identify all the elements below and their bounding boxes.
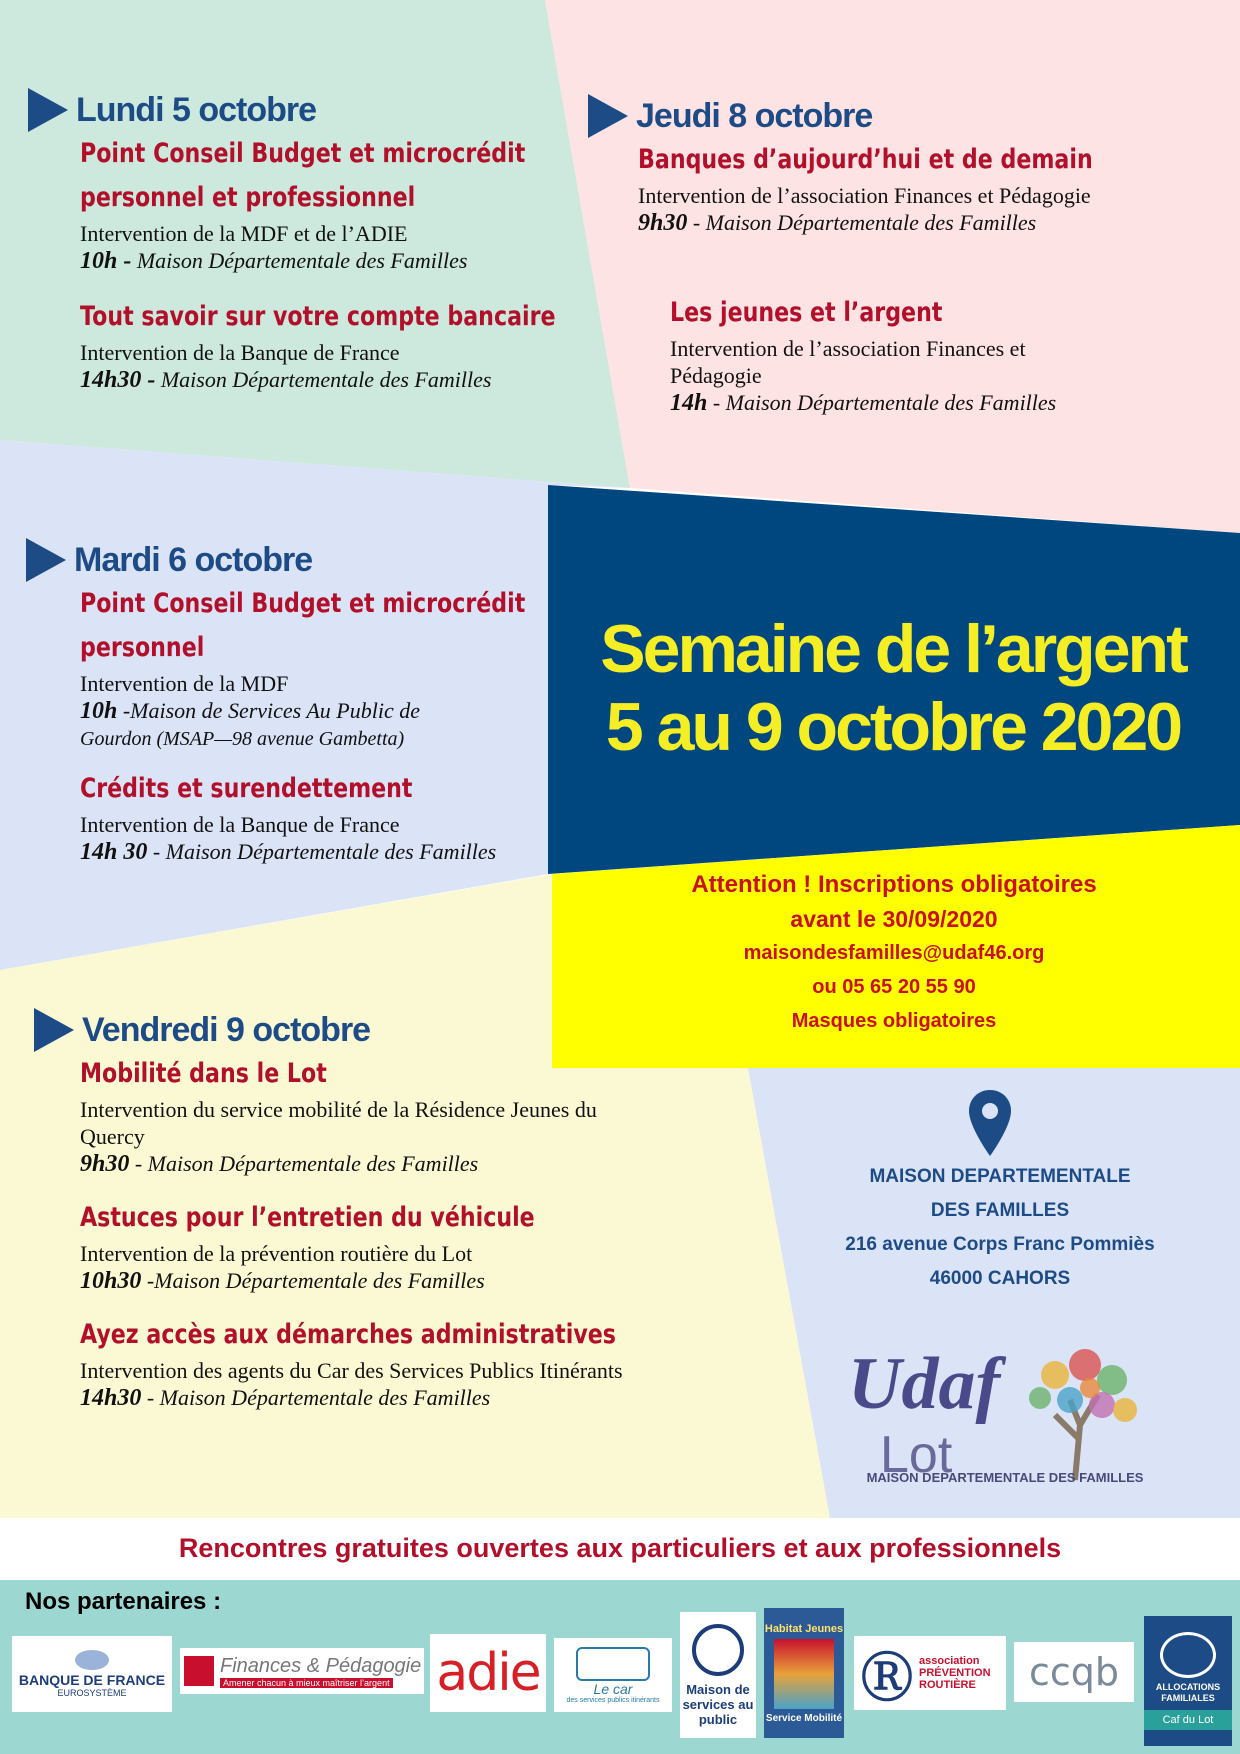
logo-text: Habitat Jeunes: [764, 1622, 844, 1635]
event-title: Mobilité dans le Lot: [80, 1058, 327, 1089]
event-title: Les jeunes et l’argent: [670, 297, 943, 328]
day-title: Vendredi 9 octobre: [82, 1010, 371, 1049]
event-time: [80, 838, 623, 866]
contact-email[interactable]: maisondesfamilles@udaf46.org: [743, 942, 1045, 964]
event-hour: 14h30 -: [80, 367, 156, 393]
event-place: - Maison Départementale des Familles: [146, 1385, 491, 1410]
event: [638, 138, 1193, 237]
event-title: Crédits et surendettement: [80, 773, 413, 804]
day-tuesday: [26, 538, 623, 866]
arrow-icon: [26, 538, 66, 582]
event: [80, 1313, 734, 1412]
event-title: Point Conseil Budget et microcrédit: [80, 588, 526, 619]
event-title: Tout savoir sur votre compte bancaire: [80, 301, 556, 332]
logo-ccqb: [1014, 1642, 1134, 1702]
registration-notice: [552, 868, 1236, 1038]
banner-title: Semaine de l’argent: [600, 611, 1186, 687]
event: [80, 1196, 734, 1295]
event-time: [670, 389, 1193, 417]
logo-prevention-routiere: [854, 1636, 1006, 1710]
event-place: Maison Départementale des Familles: [160, 367, 492, 392]
event-desc: Intervention de la MDF: [80, 671, 289, 696]
logo-text: Finances & Pédagogie: [220, 1654, 422, 1677]
event-desc: Intervention de l’association Finances et: [670, 336, 1026, 361]
address-line: 46000 CAHORS: [929, 1268, 1071, 1289]
msap-icon: [692, 1624, 744, 1676]
logo-caf: [1144, 1616, 1232, 1746]
event-time: [80, 366, 660, 394]
udaf-logo: [840, 1330, 1170, 1490]
event-time: [638, 209, 1193, 237]
event-desc: Intervention des agents du Car des Services Publics Itinérants: [80, 1358, 623, 1383]
arrow-icon: [28, 88, 68, 132]
partners-label: Nos partenaires :: [25, 1588, 222, 1615]
event-place: - Maison Départementale des Familles: [134, 1151, 479, 1176]
logo-text: adie: [436, 1643, 540, 1703]
day-title: Mardi 6 octobre: [74, 540, 313, 579]
event-title: Point Conseil Budget et microcrédit: [80, 138, 526, 169]
day-monday: [28, 88, 660, 394]
notice-deadline: avant le 30/09/2020: [790, 906, 998, 932]
address-line: 216 avenue Corps Franc Pommiès: [845, 1234, 1155, 1255]
tagline: Rencontres gratuites ouvertes aux particuliers et aux professionnels: [178, 1533, 1062, 1563]
logo-banque-de-france: [12, 1636, 172, 1712]
event-hour: 14h30: [80, 1385, 142, 1411]
event-place: - Maison Départementale des Familles: [692, 210, 1037, 235]
event-title-cont: personnel et professionnel: [80, 182, 416, 213]
logo-sub: Amener chacun à mieux maîtriser l’argent: [220, 1678, 393, 1688]
day-title: Lundi 5 octobre: [76, 90, 316, 129]
logo-text: Maison de services au public: [682, 1681, 754, 1727]
logo-text: association PRÉVENTION ROUTIÈRE: [919, 1655, 991, 1691]
banner-dates: 5 au 9 octobre 2020: [605, 689, 1181, 765]
venue-address: [760, 1160, 1240, 1296]
day-thursday: [588, 94, 1193, 417]
event-place-cont: Gourdon (MSAP—98 avenue Gambetta): [80, 728, 405, 750]
logo-text: Le car: [593, 1680, 633, 1697]
event-place: - Maison Départementale des Familles: [712, 390, 1057, 415]
habitat-graphic-icon: [774, 1639, 834, 1709]
tree-icon: [1029, 1349, 1137, 1480]
logo-text: BANQUE DE FRANCE: [18, 1672, 166, 1688]
address-line: MAISON DEPARTEMENTALE: [869, 1166, 1131, 1187]
logo-sub: Caf du Lot: [1144, 1710, 1232, 1730]
event-desc: Intervention de l’association Finances et Pédagogie: [638, 183, 1091, 208]
event-desc: Intervention de la MDF et de l’ADIE: [80, 221, 408, 246]
location-pin-icon: [966, 1088, 1014, 1158]
logo-car-services-publics: [554, 1638, 672, 1712]
event-place: -Maison Départementale des Familles: [146, 1268, 485, 1293]
event-desc: Intervention de la Banque de France: [80, 340, 400, 365]
logo-sub: des services publics itinérants: [566, 1696, 660, 1704]
udaf-wordmark: Udaf: [848, 1343, 1001, 1425]
udaf-lot: Lot: [880, 1426, 953, 1484]
day-friday: [34, 1008, 734, 1412]
logo-habitat-jeunes: [764, 1608, 844, 1738]
arrow-icon: [588, 94, 628, 138]
event-banner: [548, 610, 1238, 766]
event-hour: 10h -: [80, 248, 132, 274]
event-hour: 9h30: [80, 1151, 130, 1177]
day-title: Jeudi 8 octobre: [636, 96, 873, 135]
event: [80, 1052, 734, 1178]
event-desc: Intervention de la Banque de France: [80, 812, 400, 837]
bdf-emblem-icon: [75, 1650, 109, 1670]
pr-logo-icon: Ⓡ: [860, 1649, 913, 1708]
event-hour: 14h: [670, 390, 708, 416]
fp-cube-icon: [184, 1656, 214, 1686]
arrow-icon: [34, 1008, 74, 1052]
event-desc-cont: Pédagogie: [670, 363, 762, 388]
logo-finances-pedagogie: [180, 1648, 424, 1694]
masks-notice: Masques obligatoires: [791, 1010, 997, 1032]
event-desc: Intervention de la prévention routière du Lot: [80, 1241, 473, 1266]
address-line: DES FAMILLES: [930, 1200, 1070, 1221]
event-hour: 10h: [80, 698, 118, 724]
logo-text: ALLOCATIONS FAMILIALES: [1155, 1682, 1221, 1703]
logo-sub: EUROSYSTÈME: [57, 1688, 127, 1698]
event-title: Banques d’aujourd’hui et de demain: [638, 144, 1093, 175]
notice-title: Attention ! Inscriptions obligatoires: [691, 871, 1097, 898]
event-time: [80, 1384, 734, 1412]
event-time: [80, 697, 623, 725]
event-place: - Maison Départementale des Familles: [152, 839, 497, 864]
event-title: Ayez accès aux démarches administratives: [80, 1319, 616, 1350]
event-time: [80, 1267, 734, 1295]
logo-adie: [430, 1634, 546, 1712]
udaf-caption: MAISON DEPARTEMENTALE DES FAMILLES: [866, 1470, 1144, 1485]
event-place: -Maison de Services Au Public de: [122, 698, 420, 723]
event: [670, 291, 1193, 417]
event-time: [80, 247, 660, 275]
event: [80, 295, 660, 394]
event-desc: Intervention du service mobilité de la Résidence Jeunes du: [80, 1097, 597, 1122]
event-hour: 10h30: [80, 1268, 142, 1294]
event-title-cont: personnel: [80, 632, 205, 663]
bus-icon: [576, 1647, 650, 1681]
event-title: Astuces pour l’entretien du véhicule: [80, 1202, 535, 1233]
event-desc-cont: Quercy: [80, 1124, 145, 1149]
event: [80, 132, 660, 275]
caf-family-icon: [1160, 1632, 1216, 1678]
event: [80, 582, 623, 753]
logo-text: ccqb: [1028, 1650, 1120, 1694]
contact-phone[interactable]: ou 05 65 20 55 90: [812, 976, 976, 998]
logo-sub: Service Mobilité: [765, 1712, 843, 1724]
event-time: [80, 1150, 734, 1178]
event-hour: 9h30: [638, 210, 688, 236]
event: [80, 767, 623, 866]
event-place: Maison Départementale des Familles: [136, 248, 468, 273]
logo-msap: [680, 1612, 756, 1738]
event-hour: 14h 30: [80, 839, 148, 865]
